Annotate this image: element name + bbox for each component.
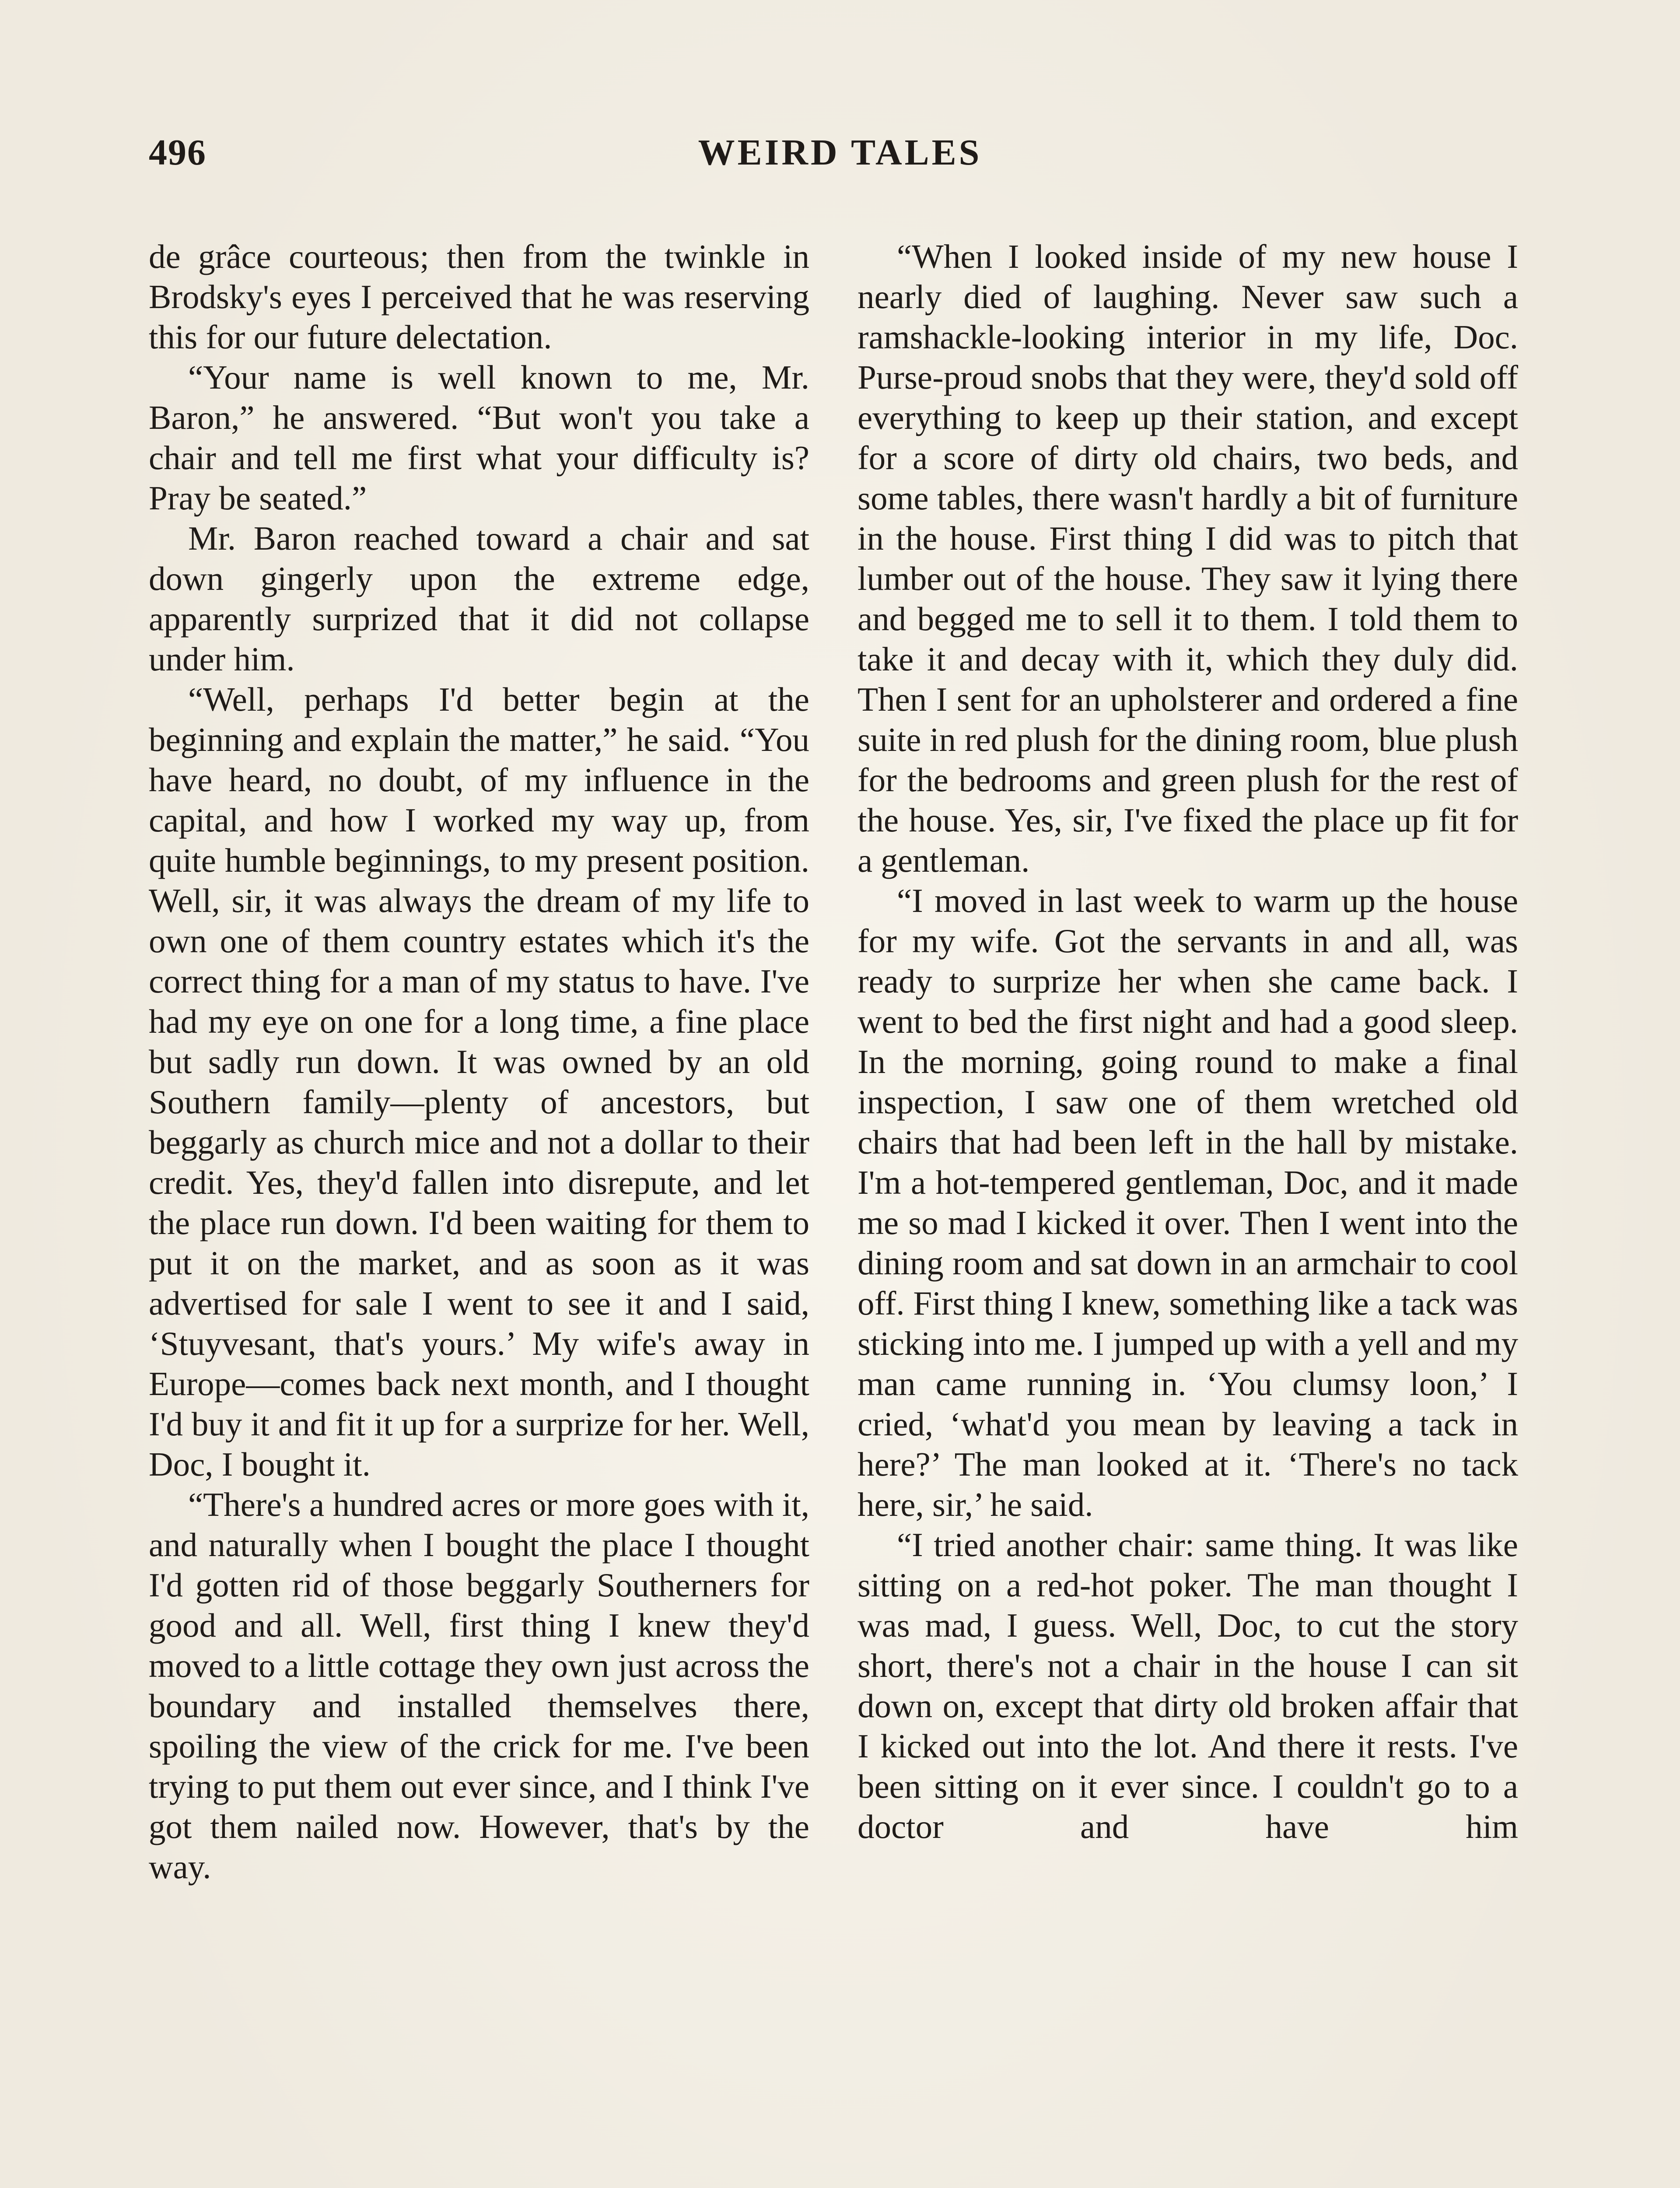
paragraph: “I tried another chair: same thing. It was like sitting on a red-hot poker. The man thought I was mad, I guess. Well, Doc, to cut the story short, there's not a chair in the house I can sit down on, except that dirty old broken affair that I kicked out into the lot. And there it rests. I've been sitting on it ever since. I couldn't go to a doctor and have him [858, 1526, 1518, 1845]
paragraph: “Well, perhaps I'd better begin at the beginning and explain the matter,” he said. “You have heard, no doubt, of my influence in the capital, and how I worked my way up, from quite humble beginnings, to my present position. Well, sir, it was always the dream of my life to own one of them country estates which it's the correct thing for a man of my status to have. I've had my eye on one for a long time, a fine place but sadly run down. It was owned by an old Southern family—plenty of ancestors, but beggarly as church mice and not a dollar to their credit. Yes, they'd fallen into disrepute, and let the place run down. I'd been waiting for them to put it on the market, and as soon as it was advertised for sale I went to see it and I said, ‘Stuyvesant, that's yours.’ My wife's away in Europe—comes back next month, and I thought I'd buy it and fit it up for a surprize for her. Well, Doc, I bought it. [149, 680, 809, 1483]
paragraph: de grâce courteous; then from the twinkle in Brodsky's eyes I perceived that he was reserving this for our future delectation. [149, 238, 809, 356]
paragraph: “I moved in last week to warm up the house for my wife. Got the servants in and all, was ready to surprize her when she came back. I went to bed the first night and had a good sleep. In the morning, going round to make a final inspection, I saw one of them wretched old chairs that had been left in the hall by mistake. I'm a hot-tempered gentleman, Doc, and it made me so mad I kicked it over. Then I went into the dining room and sat down in an armchair to cool off. First thing I knew, something like a tack was sticking into me. I jumped up with a yell and my man came running in. ‘You clumsy loon,’ I cried, ‘what'd you mean by leaving a tack in here?’ The man looked at it. ‘There's no tack here, sir,’ he said. [858, 882, 1518, 1523]
page-header [149, 131, 1531, 184]
paragraph: “Your name is well known to me, Mr. Baron,” he answered. “But won't you take a chair and tell me first what your difficulty is? Pray be seated.” [149, 358, 809, 517]
left-column [149, 236, 809, 1887]
right-column [858, 236, 1518, 1847]
paragraph: Mr. Baron reached toward a chair and sat down gingerly upon the extreme edge, apparently surprized that it did not collapse under him. [149, 519, 809, 678]
paragraph: “When I looked inside of my new house I nearly died of laughing. Never saw such a ramshackle-looking interior in my life, Doc. Purse-proud snobs that they were, they'd sold off everything to keep up their station, and except for a score of dirty old chairs, two beds, and some tables, there wasn't hardly a bit of furniture in the house. First thing I did was to pitch that lumber out of the house. They saw it lying there and begged me to sell it to them. I told them to take it and decay with it, which they duly did. Then I sent for an upholsterer and ordered a fine suite in red plush for the dining room, blue plush for the bedrooms and green plush for the rest of the house. Yes, sir, I've fixed the place up fit for a gentleman. [858, 238, 1518, 879]
page-number: 496 [149, 132, 206, 173]
running-title: WEIRD TALES [698, 132, 982, 173]
paragraph: “There's a hundred acres or more goes with it, and naturally when I bought the place I thought I'd gotten rid of those beggarly Southerners for good and all. Well, first thing I knew they'd moved to a little cottage they own just across the boundary and installed themselves there, spoiling the view of the crick for me. I've been trying to put them out ever since, and I think I've got them nailed now. However, that's by the way. [149, 1486, 809, 1886]
